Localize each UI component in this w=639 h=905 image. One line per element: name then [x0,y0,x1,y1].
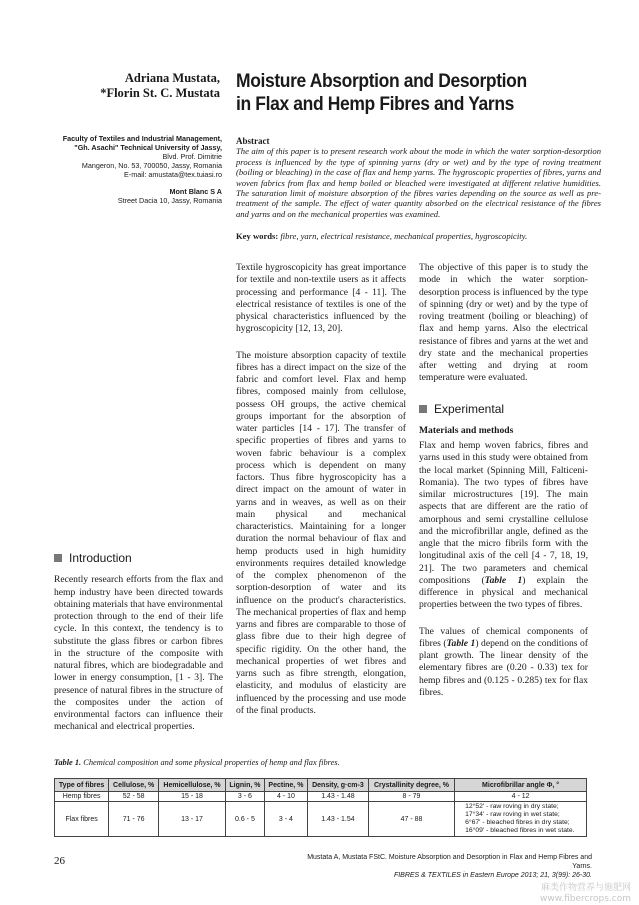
watermark-line: 麻类作物营养与施肥网 [540,883,631,893]
table-row [55,792,587,802]
paper-title [236,70,586,116]
angle-entry: 17°34' - raw roving in wet state; [465,811,560,818]
author-2: *Florin St. C. Mustata [100,86,220,100]
column-middle [236,262,406,727]
table-header-cell: Density, g·cm-3 [307,779,368,792]
table-header-cell: Cellulose, % [109,779,159,792]
affiliation-company: Mont Blanc S A [169,187,222,196]
column-left-introduction [54,552,223,744]
table-cell: 1.43 - 1.54 [307,802,368,837]
paragraph: Textile hygroscopicity has great importance for textile and non-textile users as it affects processing and performance [4 - 11]. The electrical resistance of textiles is one of the physical characteristics influenced by the hygroscopicity [12, 13, 20]. [236,262,406,335]
keywords-label: Key words: [236,231,279,241]
footer-journal: FIBRES & TEXTILES in Eastern Europe 2013; 21, 3(99): 26-30. [393,872,592,879]
watermark [540,883,631,905]
table-caption-label: Table 1. [54,758,82,767]
keywords-line [236,231,601,241]
table-header-cell: Crystallinity degree, % [368,779,454,792]
paragraph: The values of chemical components of fibres (Table 1) depend on the conditions of plant growth. The linear density of the elementary fibres are (0.20 - 0.33) tex for hemp fibres and (0.125 - 0.285) tex for flax fibres. [419,625,589,698]
page-number: 26 [54,855,65,867]
footer-line: Mustata A, Mustata FStC. Moisture Absorption and Desorption in Flax and Hemp Fibres and Yarns. [307,854,592,870]
table-cell: Hemp fibres [55,792,109,802]
table-cell-angle-list [455,802,587,837]
table-row [55,802,587,837]
keywords-text: fibre, yarn, electrical resistance, mechanical properties, hygroscopicity. [280,231,528,241]
table-header-cell: Lignin, % [226,779,265,792]
table-cell: 52 - 58 [109,792,159,802]
affiliation-line: Blvd. Prof. Dimitrie [162,152,222,161]
table-cell: 0.6 - 5 [226,802,265,837]
section-heading-label: Introduction [69,551,132,565]
table-cell: 47 - 88 [368,802,454,837]
title-line-1: Moisture Absorption and Desorption [236,71,527,92]
angle-entry: 16°09' - bleached fibres in wet state. [465,827,575,834]
table-cell: 1.43 - 1.48 [307,792,368,802]
affiliation-line: Mangeron, No. 53, 700050, Jassy, Romania [81,161,222,170]
author-1: Adriana Mustata, [124,71,220,85]
table-cell: 71 - 76 [109,802,159,837]
section-heading-experimental [419,403,588,415]
abstract-text: The aim of this paper is to present research work about the mode in which the water sorption-desorption process is influenced by the type of spinning yarns (dry or wet) and by the type of roving treatment (boiling or bleaching) in the case of flax and hemp yarns. The hygroscopic properties of fibres, yarns and woven fabrics from flax and hemp boiled or bleached were investigated at different relative humidities. The saturation limit of moisture absorption of the fibres varies depending on the source as well as pre-treatment of the sample. The effect of water quantity absorbed on the electrical resistance of the fibres and yarns and on the mechanical properties was examined. [236,146,601,219]
table-cell: 8 - 79 [368,792,454,802]
section-square-icon [54,554,62,562]
table-cell: 3 - 6 [226,792,265,802]
watermark-line: www.fibercrops.com [540,894,631,904]
abstract-block [236,136,601,219]
table-cell: 4 - 10 [264,792,307,802]
paragraph: Flax and hemp woven fabrics, fibres and yarns used in this study were obtained from the local market (Spinning Mill, Falticeni-Romania). The two types of fibres have similar microstructures [19]. The main aspects that are different are the ratio of amorphous and semi crystalline cellulose and the microfibrillar angle, defined as the angle that the micro fibrils form with the longitudinal axis of the cell [4 - 7, 18, 19, 21]. The two parameters and chemical compositions (Table 1) explain the difference in physical and mechanical properties between the two types of fibres. [419,440,588,611]
table-cell: 4 - 12 [455,792,587,802]
title-line-2: in Flax and Hemp Fibres and Yarns [236,94,514,115]
table-caption [54,758,594,767]
affiliation-email: E-mail: amustata@tex.tuiasi.ro [124,170,222,179]
table-header-row [55,779,587,792]
section-heading-introduction [54,552,223,564]
angle-entry: 6°67' - bleached fibres in dry state; [465,819,570,826]
table-header-cell: Hemicellulose, % [159,779,226,792]
subsection-heading: Materials and methods [419,424,514,436]
paragraph: The moisture absorption capacity of textile fibres has a direct impact on the size of the fabric and comfort level. Flax and hemp fibres, composed mainly from cellulose, possess OH groups, the active chemical groups important for the absorption of water particles [14 - 17]. The transfer of specific properties of fibres and yarns to woven fabric behaviour is a complex process which is dependent on many factors. Thus fibre hygroscopicity has a direct impact on the amount of water in yarns and in weaves, as well as on their main physical and mechanical characteristics. Maintaining for a longer duration the normal behaviour of flax and hemp products used in high humidity environments requires detailed knowledge of the complex phenomenon of the sorption-desorption of water and its influence on the product's characteristics. The mechanical properties of flax and hemp yarns and fibres are comparable to those of glass fibre due to their high degree of specific rigidity. On the other hand, the mechanical properties of wet fibres and yarns such as fibre strength, elongation, elasticity, and modulus of elasticity are influenced by the processing and use mode of the final products. [236,349,406,716]
footer-citation [300,853,592,880]
table-cell: 13 - 17 [159,802,226,837]
author-list [40,71,220,101]
table-cell: Flax fibres [55,802,109,837]
table-caption-text: Chemical composition and some physical properties of hemp and flax fibres. [83,758,340,767]
affiliation-block [40,134,222,205]
table-cell: 15 - 18 [159,792,226,802]
table-reference: Table 1 [484,574,523,586]
abstract-heading: Abstract [236,136,270,146]
column-right [419,262,588,709]
section-heading-label: Experimental [434,401,505,416]
affiliation-line: "Gh. Asachi" Technical University of Jassy, [74,143,222,152]
table-header-cell: Pectine, % [264,779,307,792]
table-chemical-composition [54,778,587,837]
affiliation-company-address: Street Dacia 10, Jassy, Romania [117,196,222,205]
table-cell: 3 - 4 [264,802,307,837]
table-header-cell: Microfibrillar angle Φ, ° [455,779,587,792]
paragraph: The objective of this paper is to study the mode in which the water sorption-desorption process is influenced by the type of spinning (dry or wet) and by the type of roving treatment (boiling or bleaching) of flax and hemp yarns. Also the electrical resistance of fibres and yarns at the wet and dry state and the mechanical properties after wetting and drying at room temperature were evaluated. [419,262,588,384]
table-header-cell: Type of fibres [55,779,109,792]
table-reference: Table 1 [446,637,476,649]
affiliation-line: Faculty of Textiles and Industrial Management, [62,134,222,143]
section-square-icon [419,405,427,413]
paragraph: Recently research efforts from the flax and hemp industry have been directed towards obtaining materials that have environmental protection through to the end of their life cycle. In this context, the tendency is to substitute the glass fibres or carbon fibres in the structure of the composite with natural fibres, which are biodegradable and lower in energy consumption, [1 - 3]. The presence of natural fibres in the structure of the composites under the action of environmental factors can influence their mechanical and electrical properties. [54,574,223,733]
angle-entry: 12°52' - raw roving in dry state; [465,803,559,810]
